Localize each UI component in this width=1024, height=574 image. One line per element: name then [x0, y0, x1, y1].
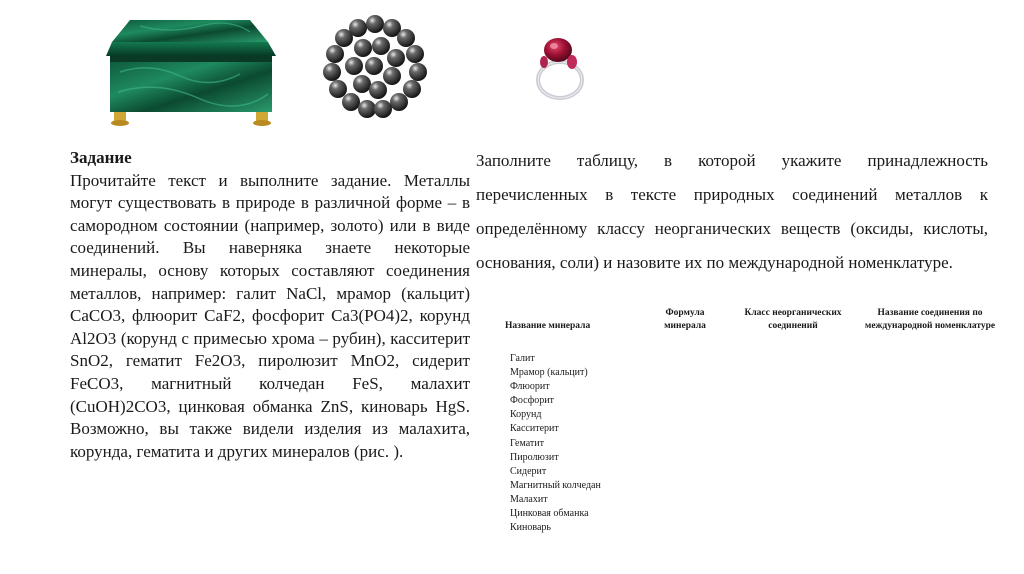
ruby-ring-image	[528, 32, 592, 106]
header-mineral-formula: Формула минерала	[664, 308, 706, 331]
mineral-item: Фосфорит	[510, 395, 554, 407]
mineral-item: Мрамор (кальцит)	[510, 367, 588, 379]
mineral-item: Малахит	[510, 493, 548, 505]
header-mineral-name: Название минерала	[505, 321, 591, 331]
mineral-item: Киноварь	[510, 522, 551, 534]
malachite-box-image	[100, 12, 282, 127]
mineral-item: Пиролюзит	[510, 451, 559, 463]
hematite-beads-image	[318, 12, 432, 120]
mineral-item: Галит	[510, 353, 535, 364]
mineral-list	[510, 352, 601, 535]
mineral-item: Магнитный колчедан	[510, 479, 601, 491]
header-international-name: Название соединения по международной номенклатуре	[864, 308, 996, 331]
task-text-block	[70, 147, 470, 463]
mineral-item: Флюорит	[510, 381, 550, 393]
header-compound-class: Класс неорганических соединений	[744, 308, 842, 331]
task-body: Прочитайте текст и выполните задание. Металлы могут существовать в природе в различной форме – в самородном состоянии (например, золото) или в виде соединений. Вы наверняка знаете некоторые минералы, основу которых составляют соединения металлов, например: галит NaCl, мрамор (кальцит) CaCO3, флюорит CaF2, фосфорит Ca3(PO4)2, корунд Al2O3 (корунд с примесью хрома – рубин), касситерит SnO2, гематит Fe2O3, пиролюзит MnO2, сидерит FeCO3, магнитный колчедан FeS, малахит (CuOH)2CO3, цинковая обманка ZnS, киноварь HgS. Возможно, вы также видели изделия из малахита, корунда, гематита и других минералов (рис. ).	[70, 170, 470, 461]
instruction-text: Заполните таблицу, в которой укажите принадлежность перечисленных в тексте природных соединений металлов к определённому классу неорганических веществ (оксиды, кислоты, основания, соли) и назовите их по международной номенклатуре.	[476, 151, 988, 272]
mineral-item: Касситерит	[510, 423, 559, 435]
mineral-item: Цинковая обманка	[510, 508, 589, 520]
task-title: Задание	[70, 148, 132, 167]
mineral-item: Сидерит	[510, 465, 547, 477]
mineral-item: Корунд	[510, 409, 542, 421]
mineral-item: Гематит	[510, 437, 544, 449]
